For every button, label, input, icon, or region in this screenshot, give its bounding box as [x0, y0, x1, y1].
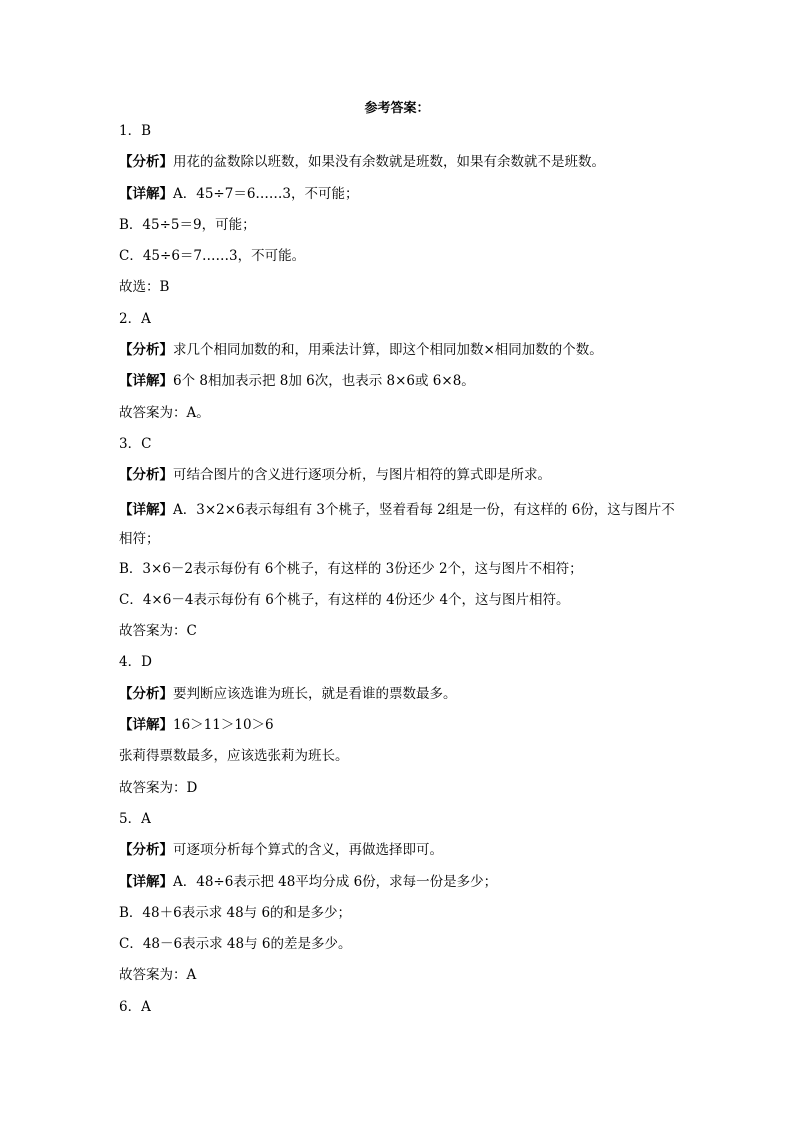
line-text: C．48－6表示求 48与 6的差是多少。 — [119, 936, 352, 953]
line-text: 可逐项分析每个算式的含义，再做选择即可。 — [173, 842, 443, 859]
section-tag: 【分析】 — [119, 842, 173, 859]
answer-line — [119, 120, 679, 142]
answer-line — [119, 777, 679, 799]
line-text: B．48＋6表示求 48与 6的和是多少； — [119, 904, 352, 921]
answer-line — [119, 214, 679, 236]
line-text: A．3×2×6表示每组有 3个桃子，竖着看每 2组是一份，有这样的 6份，这与图片不相符； — [119, 501, 675, 547]
line-text: 6．A — [119, 998, 151, 1015]
section-tag: 【详解】 — [119, 501, 173, 518]
line-text: 1．B — [119, 123, 152, 139]
answer-line — [119, 308, 679, 330]
line-text: 故答案为：A — [119, 967, 197, 984]
answer-line — [119, 651, 679, 673]
section-tag: 【分析】 — [119, 467, 173, 484]
section-tag: 【分析】 — [119, 342, 173, 359]
line-text: 求几个相同加数的和，用乘法计算，即这个相同加数×相同加数的个数。 — [173, 342, 603, 359]
line-text: 用花的盆数除以班数，如果没有余数就是班数，如果有余数就不是班数。 — [173, 154, 605, 171]
line-text: 4．D — [119, 654, 152, 671]
answer-line — [119, 933, 679, 955]
line-text: 故答案为：C — [119, 623, 197, 640]
answer-line — [119, 996, 679, 1018]
section-tag: 【分析】 — [119, 154, 173, 171]
answer-line — [119, 370, 679, 392]
answer-line — [119, 808, 679, 830]
section-tag: 【详解】 — [119, 717, 173, 734]
line-text: 要判断应该选谁为班长，就是看谁的票数最多。 — [173, 685, 457, 702]
section-tag: 【详解】 — [119, 373, 173, 390]
answer-line — [119, 558, 679, 580]
line-text: B．3×6－2表示每份有 6个桃子，有这样的 3份还少 2个，这与图片不相符； — [119, 560, 583, 577]
line-text: 16＞11＞10＞6 — [173, 717, 274, 734]
line-text: A．48÷6表示把 48平均分成 6份，求每一份是多少； — [173, 873, 498, 890]
answer-line — [119, 464, 679, 486]
answer-line — [119, 151, 679, 173]
answer-line — [119, 620, 679, 642]
answer-line — [119, 339, 679, 361]
line-text: 2．A — [119, 310, 151, 327]
section-tag: 【分析】 — [119, 685, 173, 702]
answer-line — [119, 402, 679, 424]
line-text: B．45÷5＝9，可能； — [119, 216, 256, 233]
line-text: C．4×6－4表示每份有 6个桃子，有这样的 4份还少 4个，这与图片相符。 — [119, 591, 570, 608]
answer-line — [119, 714, 679, 736]
answer-line — [119, 245, 679, 267]
line-text: 故选：B — [119, 279, 170, 296]
answer-line — [119, 433, 679, 455]
line-text: 3．C — [119, 435, 152, 452]
line-text: 5．A — [119, 810, 151, 827]
line-text: 故答案为：D — [119, 779, 198, 796]
page-title: 参考答案： — [364, 101, 430, 116]
line-text: C．45÷6＝7……3，不可能。 — [119, 248, 306, 265]
answer-line — [119, 496, 679, 554]
answer-line — [119, 683, 679, 705]
line-text: 6个 8相加表示把 8加 6次，也表示 8×6或 6×8。 — [173, 373, 475, 390]
line-text: A．45÷7＝6……3，不可能； — [173, 185, 359, 202]
answer-line — [119, 871, 679, 893]
answer-line — [119, 276, 679, 298]
answer-line — [119, 839, 679, 861]
answer-line — [119, 902, 679, 924]
answer-line — [119, 745, 679, 767]
answer-content — [119, 120, 679, 1027]
line-text: 张莉得票数最多，应该选张莉为班长。 — [119, 748, 349, 765]
section-tag: 【详解】 — [119, 873, 173, 890]
line-text: 可结合图片的含义进行逐项分析，与图片相符的算式即是所求。 — [173, 467, 551, 484]
answer-line — [119, 183, 679, 205]
section-tag: 【详解】 — [119, 185, 173, 202]
answer-line — [119, 964, 679, 986]
answer-line — [119, 589, 679, 611]
line-text: 故答案为：A。 — [119, 404, 210, 421]
